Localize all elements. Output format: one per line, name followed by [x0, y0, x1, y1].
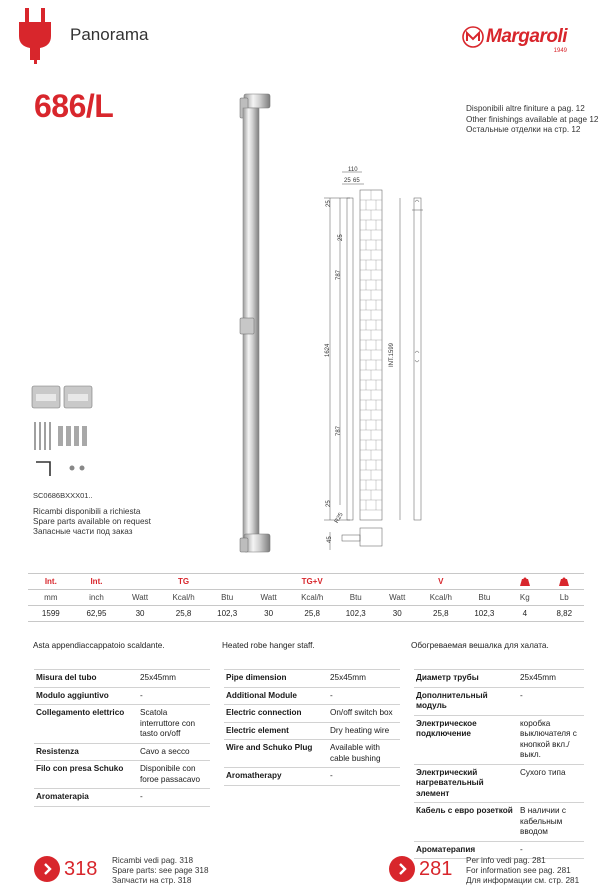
footer-left-it: Ricambi vedi pag. 318	[112, 856, 194, 865]
dim-45: 45	[327, 536, 333, 543]
spec-value: В наличии с кабельным вводом	[518, 803, 584, 842]
footer-right-ru: Для информации см. стр. 281	[466, 876, 580, 885]
spec-key: Дополнительный модуль	[414, 687, 518, 715]
unit-cell: Watt	[248, 590, 289, 606]
dim-787-b: 787	[336, 425, 342, 436]
spare-parts-page-number[interactable]: 318	[64, 858, 98, 880]
chevron-right-icon	[34, 856, 60, 882]
spec-row	[224, 670, 400, 688]
dim-1624: 1624	[325, 343, 331, 357]
spec-row	[414, 687, 584, 715]
description-en: Heated robe hanger staff.	[222, 641, 315, 650]
dim-int-1599: INT.1599	[389, 342, 395, 367]
header-int-mm: Int.	[28, 574, 74, 590]
spec-row	[414, 670, 584, 688]
spec-key: Электрический нагревательный элемент	[414, 764, 518, 803]
spec-row	[34, 687, 210, 705]
spec-key: Additional Module	[224, 687, 328, 705]
header-v: V	[377, 574, 506, 590]
spec-row	[34, 670, 210, 688]
spare-parts-code: SC0686BXXX01..	[33, 491, 93, 500]
finishes-en: Other finishings available at page 12	[466, 114, 599, 124]
header-weight-lb	[545, 574, 584, 590]
finishes-note	[466, 104, 598, 136]
spec-row	[224, 722, 400, 740]
spec-key: Misura del tubo	[34, 670, 138, 688]
spec-value: Disponibile con foroe passacavo	[138, 761, 210, 789]
brand-year: 1949	[553, 48, 568, 54]
spec-value: -	[518, 841, 584, 859]
spec-value: Сухого типа	[518, 764, 584, 803]
header-tg-v: TG+V	[248, 574, 377, 590]
value-cell: 30	[119, 606, 160, 622]
value-cell: 62,95	[74, 606, 120, 622]
spec-row	[224, 740, 400, 768]
dim-25-top: 25	[344, 178, 351, 184]
unit-cell: mm	[28, 590, 74, 606]
value-cell: 25,8	[161, 606, 207, 622]
spec-row	[224, 705, 400, 723]
finishes-it: Disponibili altre finiture a pag. 12	[466, 104, 585, 113]
spec-row	[34, 743, 210, 761]
brand-name: Margaroli	[486, 26, 568, 47]
value-cell: 30	[377, 606, 418, 622]
spec-key: Filo con presa Schuko	[34, 761, 138, 789]
unit-cell: Kcal/h	[161, 590, 207, 606]
spare-parts-link-arrow[interactable]	[34, 856, 60, 882]
dim-25-bottom: 25	[326, 500, 332, 507]
value-cell: 8,82	[545, 606, 584, 622]
value-cell: 102,3	[464, 606, 505, 622]
spare-parts-image	[26, 380, 106, 485]
weight-icon	[519, 577, 531, 587]
spec-row	[414, 803, 584, 842]
spec-key: Aromaterapia	[34, 789, 138, 807]
dim-65: 65	[353, 178, 360, 184]
info-page-number[interactable]: 281	[419, 858, 453, 880]
dim-110: 110	[348, 167, 358, 173]
spec-value: коробка выключателя с кнопкой вкл./выкл.	[518, 715, 584, 764]
description-it: Asta appendiaccappatoio scaldante.	[33, 641, 165, 650]
plug-icon	[16, 6, 56, 64]
value-cell: 25,8	[289, 606, 335, 622]
table-row	[28, 606, 584, 622]
spec-value: -	[138, 789, 210, 807]
brand-mark-icon	[462, 26, 484, 48]
spec-value: Dry heating wire	[328, 722, 400, 740]
series-title: Panorama	[70, 25, 149, 44]
value-cell: 102,3	[335, 606, 376, 622]
spec-row	[34, 789, 210, 807]
spec-key: Wire and Schuko Plug	[224, 740, 328, 768]
unit-cell: inch	[74, 590, 120, 606]
weight-icon	[558, 577, 570, 587]
spec-key: Электрическое подключение	[414, 715, 518, 764]
unit-cell: Btu	[335, 590, 376, 606]
spec-row	[34, 761, 210, 789]
footer-left-ru: Запчасти на стр. 318	[112, 876, 192, 885]
spare-parts-note	[33, 507, 151, 537]
footer-right-it: Per info vedi pag. 281	[466, 856, 546, 865]
unit-cell: Watt	[377, 590, 418, 606]
spare-note-en: Spare parts available on request	[33, 517, 151, 526]
table-units-row	[28, 590, 584, 606]
chevron-right-icon	[389, 856, 415, 882]
unit-cell: Kcal/h	[289, 590, 335, 606]
spec-key: Aromatherapy	[224, 768, 328, 786]
unit-cell: Watt	[119, 590, 160, 606]
info-reference	[466, 856, 579, 886]
header-weight-kg	[505, 574, 544, 590]
spec-key: Electric connection	[224, 705, 328, 723]
spec-value: Scatola interruttore con tasto on/off	[138, 705, 210, 744]
header-tg: TG	[119, 574, 248, 590]
spec-value: 25x45mm	[328, 670, 400, 688]
spec-table-ru	[414, 669, 584, 859]
spec-value: Cavo a secco	[138, 743, 210, 761]
technical-drawing	[302, 160, 432, 560]
spec-row	[34, 705, 210, 744]
spec-value: Available with cable bushing	[328, 740, 400, 768]
info-link-arrow[interactable]	[389, 856, 415, 882]
spec-row	[414, 715, 584, 764]
dim-787-a: 787	[336, 269, 342, 280]
unit-cell: Kcal/h	[418, 590, 464, 606]
spec-key: Modulo aggiuntivo	[34, 687, 138, 705]
spare-parts-reference	[112, 856, 209, 886]
value-cell: 30	[248, 606, 289, 622]
brand-logo	[462, 26, 568, 54]
header-int-inch: Int.	[74, 574, 120, 590]
spec-row	[224, 687, 400, 705]
spec-key: Resistenza	[34, 743, 138, 761]
value-cell: 25,8	[418, 606, 464, 622]
value-cell: 102,3	[206, 606, 247, 622]
table-header-row	[28, 574, 584, 590]
model-code: 686/L	[34, 88, 114, 124]
dim-r25: R25	[334, 511, 345, 525]
unit-cell: Btu	[206, 590, 247, 606]
spec-table-it	[34, 669, 210, 807]
spec-row	[224, 768, 400, 786]
spec-value: On/off switch box	[328, 705, 400, 723]
spec-value: -	[138, 687, 210, 705]
product-image	[230, 90, 292, 560]
spec-value: 25x45mm	[518, 670, 584, 688]
value-cell: 4	[505, 606, 544, 622]
spare-note-it: Ricambi disponibili a richiesta	[33, 507, 141, 516]
spec-key: Ароматерапия	[414, 841, 518, 859]
description-ru: Обогреваемая вешалка для халата.	[411, 641, 549, 650]
footer-right-en: For information see pag. 281	[466, 866, 571, 875]
value-cell: 1599	[28, 606, 74, 622]
page-header	[0, 0, 613, 70]
spec-key: Pipe dimension	[224, 670, 328, 688]
power-table	[28, 573, 584, 622]
dim-25-b: 25	[338, 234, 344, 241]
spec-table-en	[224, 669, 400, 786]
unit-cell: Kg	[505, 590, 544, 606]
spec-key: Диаметр трубы	[414, 670, 518, 688]
spec-key: Electric element	[224, 722, 328, 740]
spec-value: 25x45mm	[138, 670, 210, 688]
spec-key: Кабель с евро розеткой	[414, 803, 518, 842]
spare-note-ru: Запасные части под заказ	[33, 527, 133, 536]
unit-cell: Lb	[545, 590, 584, 606]
spec-value: -	[328, 768, 400, 786]
dim-25-a: 25	[326, 200, 332, 207]
spec-value: -	[518, 687, 584, 715]
spec-row	[414, 764, 584, 803]
footer-left-en: Spare parts: see page 318	[112, 866, 209, 875]
spec-value: -	[328, 687, 400, 705]
finishes-ru: Остальные отделки на стр. 12	[466, 125, 581, 134]
spec-key: Collegamento elettrico	[34, 705, 138, 744]
unit-cell: Btu	[464, 590, 505, 606]
